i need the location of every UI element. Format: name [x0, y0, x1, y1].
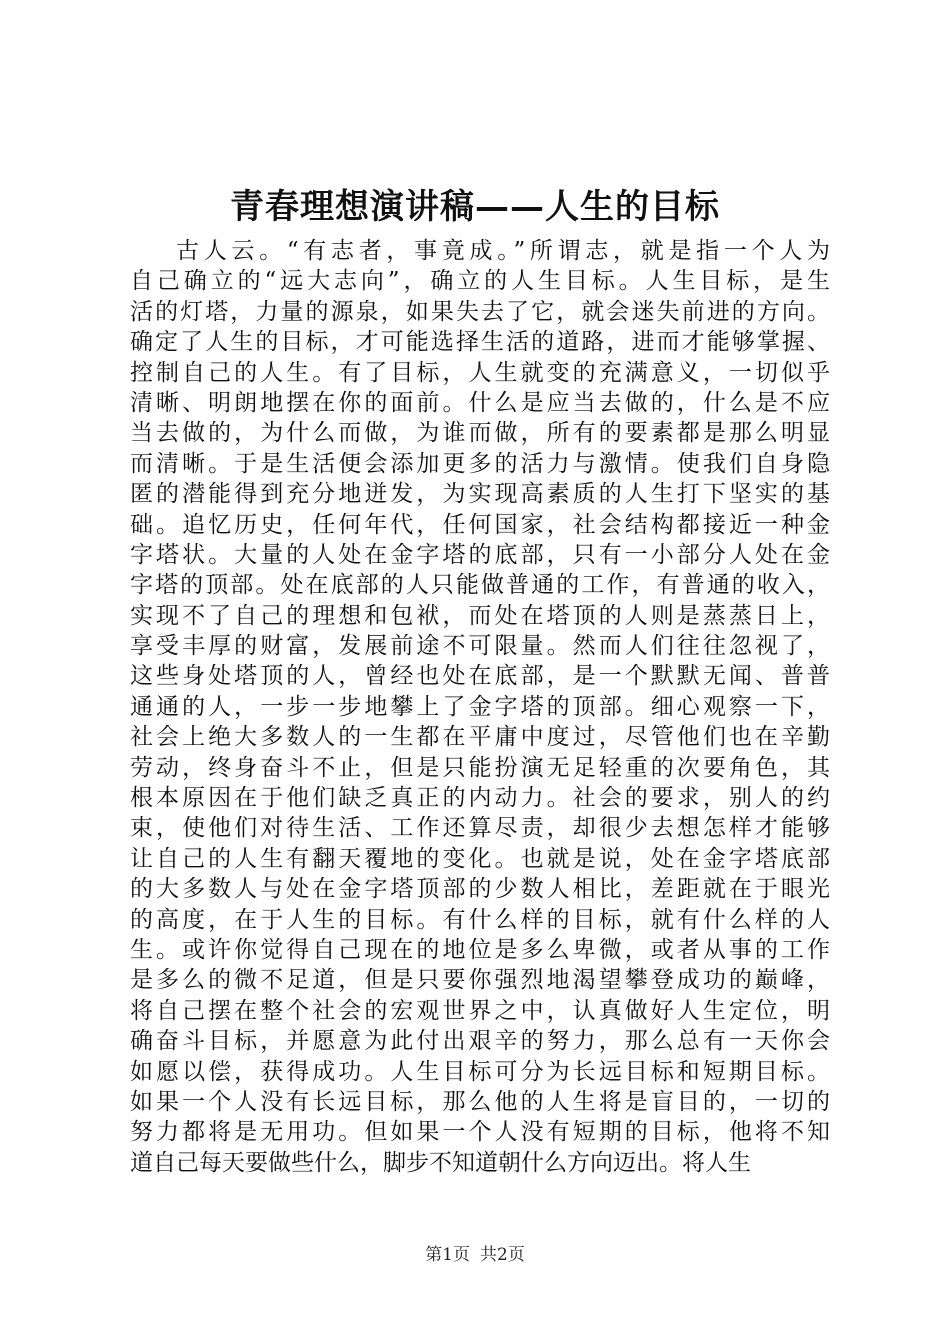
- body-line: 这些身处塔顶的人，曾经也处在底部，是一个默默无闻、普普: [130, 663, 830, 690]
- body-line: 实现不了自己的理想和包袱，而处在塔顶的人则是蒸蒸日上，: [130, 602, 830, 629]
- body-line: 古人云。“有志者，事竟成。”所谓志，就是指一个人为: [176, 238, 830, 264]
- body-line: 享受丰厚的财富，发展前途不可限量。然而人们往往忽视了，: [130, 633, 830, 660]
- body-line: 匿的潜能得到充分地迸发，为实现高素质的人生打下坚实的基: [130, 481, 830, 508]
- body-line: 活的灯塔，力量的源泉，如果失去了它，就会迷失前进的方向。: [130, 298, 830, 325]
- body-line: 字塔的顶部。处在底部的人只能做普通的工作，有普通的收入，: [130, 572, 830, 599]
- body-line: 清晰、明朗地摆在你的面前。什么是应当去做的，什么是不应: [130, 389, 830, 416]
- body-line: 础。追忆历史，任何年代，任何国家，社会结构都接近一种金: [130, 511, 830, 538]
- body-line: 确定了人生的目标，才可能选择生活的道路，进而才能够掌握、: [130, 329, 830, 356]
- body-line: 束，使他们对待生活、工作还算尽责，却很少去想怎样才能够: [130, 815, 830, 842]
- body-line: 劳动，终身奋斗不止，但是只能扮演无足轻重的次要角色，其: [130, 754, 830, 781]
- body-line: 社会上绝大多数人的一生都在平庸中度过，尽管他们也在辛勤: [130, 724, 830, 751]
- document-title: 青春理想演讲稿——人生的目标: [230, 187, 720, 227]
- body-line: 如愿以偿，获得成功。人生目标可分为长远目标和短期目标。: [130, 1058, 830, 1085]
- body-line: 通通的人，一步一步地攀上了金字塔的顶部。细心观察一下，: [130, 693, 830, 720]
- body-line: 自己确立的“远大志向”，确立的人生目标。人生目标，是生: [130, 268, 830, 295]
- page-footer: [0, 1243, 950, 1267]
- body-line: 道自己每天要做些什么，脚步不知道朝什么方向迈出。将人生: [130, 1149, 751, 1176]
- page-total: 共2页: [480, 1245, 525, 1265]
- body-line: 确奋斗目标，并愿意为此付出艰辛的努力，那么总有一天你会: [130, 1028, 830, 1055]
- body-line: 根本原因在于他们缺乏真正的内动力。社会的要求，别人的约: [130, 785, 830, 812]
- page-number: 第1页: [425, 1245, 470, 1265]
- body-line: 让自己的人生有翻天覆地的变化。也就是说，处在金字塔底部: [130, 845, 830, 872]
- body-line: 当去做的，为什么而做，为谁而做，所有的要素都是那么明显: [130, 420, 830, 447]
- body-line: 如果一个人没有长远目标，那么他的人生将是盲目的，一切的: [130, 1088, 830, 1115]
- body-line: 字塔状。大量的人处在金字塔的底部，只有一小部分人处在金: [130, 541, 830, 568]
- body-line: 生。或许你觉得自己现在的地位是多么卑微，或者从事的工作: [130, 936, 830, 963]
- body-line: 的大多数人与处在金字塔顶部的少数人相比，差距就在于眼光: [130, 876, 830, 903]
- body-line: 将自己摆在整个社会的宏观世界之中，认真做好人生定位，明: [130, 997, 830, 1024]
- body-line: 控制自己的人生。有了目标，人生就变的充满意义，一切似乎: [130, 359, 830, 386]
- document-body: [130, 236, 830, 1178]
- body-line: 是多么的微不足道，但是只要你强烈地渴望攀登成功的巅峰，: [130, 967, 830, 994]
- body-line: 努力都将是无用功。但如果一个人没有短期的目标，他将不知: [130, 1119, 830, 1146]
- body-line: 而清晰。于是生活便会添加更多的活力与激情。使我们自身隐: [130, 450, 830, 477]
- body-line: 的高度，在于人生的目标。有什么样的目标，就有什么样的人: [130, 906, 830, 933]
